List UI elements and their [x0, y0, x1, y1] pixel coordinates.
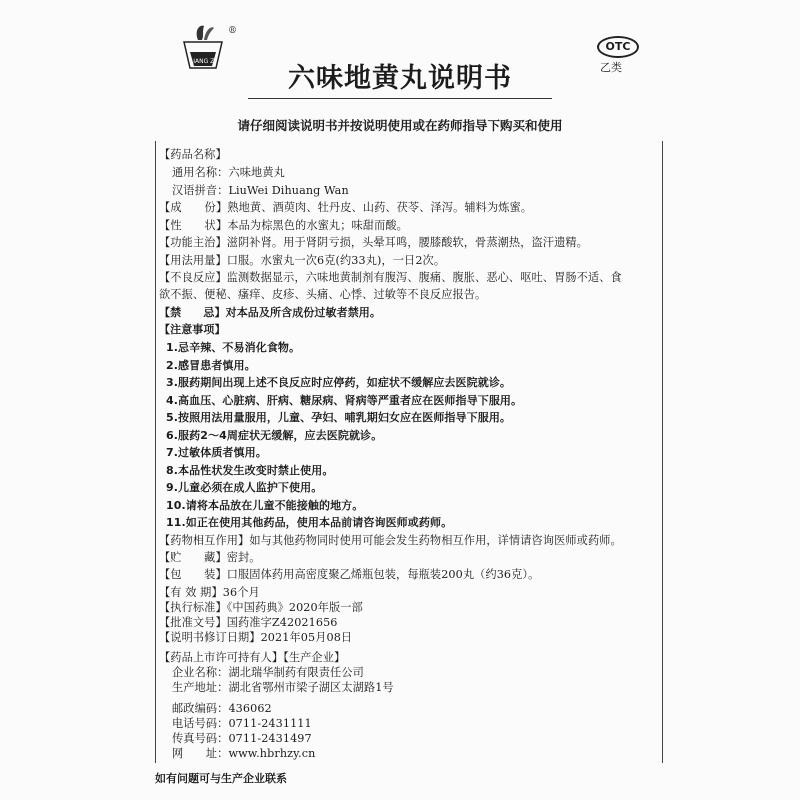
storage-value: 密封。 [226, 551, 261, 564]
otc-badge: OTC [597, 36, 639, 58]
interactions-row [159, 533, 622, 549]
precaution-item-10: 10.请将本品放在儿童不能接触的地方。 [166, 498, 364, 512]
precaution-item-8: 8.本品性状发生改变时禁止使用。 [166, 463, 334, 477]
page-subtitle: 请仔细阅读说明书并按说明使用或在药师指导下购买和使用 [237, 118, 563, 133]
description-row [159, 218, 408, 234]
postcode-label: 邮政编码： [172, 702, 229, 715]
interactions-value: 如与其他药物同时使用可能会发生药物相互作用，详情请咨询医师或药师。 [249, 534, 622, 547]
package-label: 【包 装】 [159, 568, 227, 581]
precaution-item-6: 6.服药2～4周症状无缓解，应去医院就诊。 [166, 428, 383, 442]
precaution-item-9: 9.儿童必须在成人监护下使用。 [166, 481, 323, 494]
dosage-value: 口服。水蜜丸一次6克(约33丸)，一日2次。 [226, 254, 446, 267]
phone-value: 0711-2431111 [228, 717, 312, 730]
otc-class: 乙类 [600, 61, 622, 74]
registered-mark: ® [228, 26, 237, 36]
pinyin-label: 汉语拼音： [172, 184, 229, 197]
pinyin-value: LiuWei Dihuang Wan [228, 184, 349, 197]
generic-name-label: 通用名称： [172, 166, 229, 179]
indications-value: 滋阴补肾。用于肾阴亏损，头晕耳鸣，腰膝酸软，骨蒸潮热，盗汗遗精。 [226, 236, 588, 249]
contraindications-value: 对本品及所含成份过敏者禁用。 [225, 306, 382, 319]
approval-label: 【批准文号】 [159, 616, 227, 629]
revision-label: 【说明书修订日期】 [159, 631, 261, 644]
company-row [172, 665, 364, 681]
contraindications-row [159, 305, 381, 321]
adverse-value-line1: 监测数据显示，六味地黄制剂有腹泻、腹痛、腹胀、恶心、呕吐、胃肠不适、食 [226, 271, 622, 284]
standard-row [159, 600, 363, 616]
revision-value: 2021年05月08日 [260, 631, 353, 644]
precaution-item-11: 11.如正在使用其他药品，使用本品前请咨询医师或药师。 [166, 516, 453, 529]
fax-value: 0711-2431497 [228, 732, 312, 745]
package-row [159, 567, 539, 583]
interactions-label: 【药物相互作用】 [159, 534, 250, 547]
storage-label: 【贮 藏】 [159, 551, 227, 564]
precaution-item-1: 1.忌辛辣、不易消化食物。 [166, 341, 301, 354]
package-value: 口服固体药用高密度聚乙烯瓶包装，每瓶装200丸（约36克）。 [226, 568, 540, 581]
contraindications-label: 【禁 忌】 [159, 306, 226, 319]
precaution-item-7: 7.过敏体质者慎用。 [166, 446, 267, 459]
logo-text: LIANG ZI [189, 58, 217, 65]
indications-row [159, 235, 588, 251]
phone-label: 电话号码： [172, 717, 229, 730]
phone-row [172, 716, 312, 732]
address-label: 生产地址： [172, 681, 229, 694]
page-title: 六味地黄丸说明书 [288, 63, 512, 94]
fax-row [172, 731, 312, 747]
precaution-item-4: 4.高血压、心脏病、肝病、糖尿病、肾病等严重者应在医师指导下服用。 [166, 393, 523, 407]
footer-contact-note: 如有问题可与生产企业联系 [155, 772, 287, 785]
ingredients-row [159, 200, 532, 216]
precaution-item-5: 5.按照用法用量服用，儿童、孕妇、哺乳期妇女应在医师指导下服用。 [166, 411, 512, 424]
description-label: 【性 状】 [159, 219, 228, 232]
address-value: 湖北省鄂州市梁子湖区太湖路1号 [228, 681, 394, 694]
dosage-label: 【用法用量】 [159, 254, 227, 267]
dosage-row [159, 253, 445, 269]
revision-row [159, 630, 352, 646]
address-row [172, 680, 394, 696]
precautions-heading: 【注意事项】 [159, 323, 226, 336]
fax-label: 传真号码： [172, 732, 229, 745]
pinyin-row [172, 183, 349, 199]
postcode-value: 436062 [228, 702, 272, 715]
holder-heading: 【药品上市许可持有人】【生产企业】 [159, 651, 346, 664]
approval-row [159, 615, 338, 631]
adverse-row [159, 270, 622, 286]
approval-value: 国药准字Z42021656 [226, 616, 338, 629]
adverse-label: 【不良反应】 [159, 271, 227, 284]
indications-label: 【功能主治】 [159, 236, 227, 249]
storage-row [159, 550, 261, 566]
ingredients-value: 熟地黄、酒萸肉、牡丹皮、山药、茯苓、泽泻。辅料为炼蜜。 [227, 201, 533, 214]
title-divider [248, 98, 552, 99]
precaution-item-3: 3.服药期间出现上述不良反应时应停药，如症状不缓解应去医院就诊。 [166, 376, 512, 389]
validity-label: 【有 效 期】 [159, 586, 223, 599]
web-label: 网 址： [172, 747, 229, 760]
drug-name-heading: 【药品名称】 [159, 148, 227, 161]
description-value: 本品为棕黑色的水蜜丸；味甜而酸。 [227, 219, 408, 232]
generic-name-row [172, 165, 285, 181]
generic-name-value: 六味地黄丸 [228, 166, 285, 179]
company-value: 湖北瑞华制药有限责任公司 [228, 666, 364, 679]
postcode-row [172, 701, 272, 717]
web-value: www.hbrhzy.cn [228, 747, 316, 760]
standard-value: 《中国药典》2020年版一部 [226, 601, 363, 614]
ingredients-label: 【成 份】 [159, 201, 228, 214]
adverse-value-line2: 欲不振、便秘、瘙痒、皮疹、头痛、心悸、过敏等不良反应报告。 [159, 288, 487, 301]
precaution-item-2: 2.感冒患者慎用。 [166, 358, 256, 372]
company-label: 企业名称： [172, 666, 229, 679]
standard-label: 【执行标准】 [159, 601, 227, 614]
web-row [172, 746, 315, 762]
validity-row [159, 585, 260, 601]
validity-value: 36个月 [222, 586, 260, 599]
